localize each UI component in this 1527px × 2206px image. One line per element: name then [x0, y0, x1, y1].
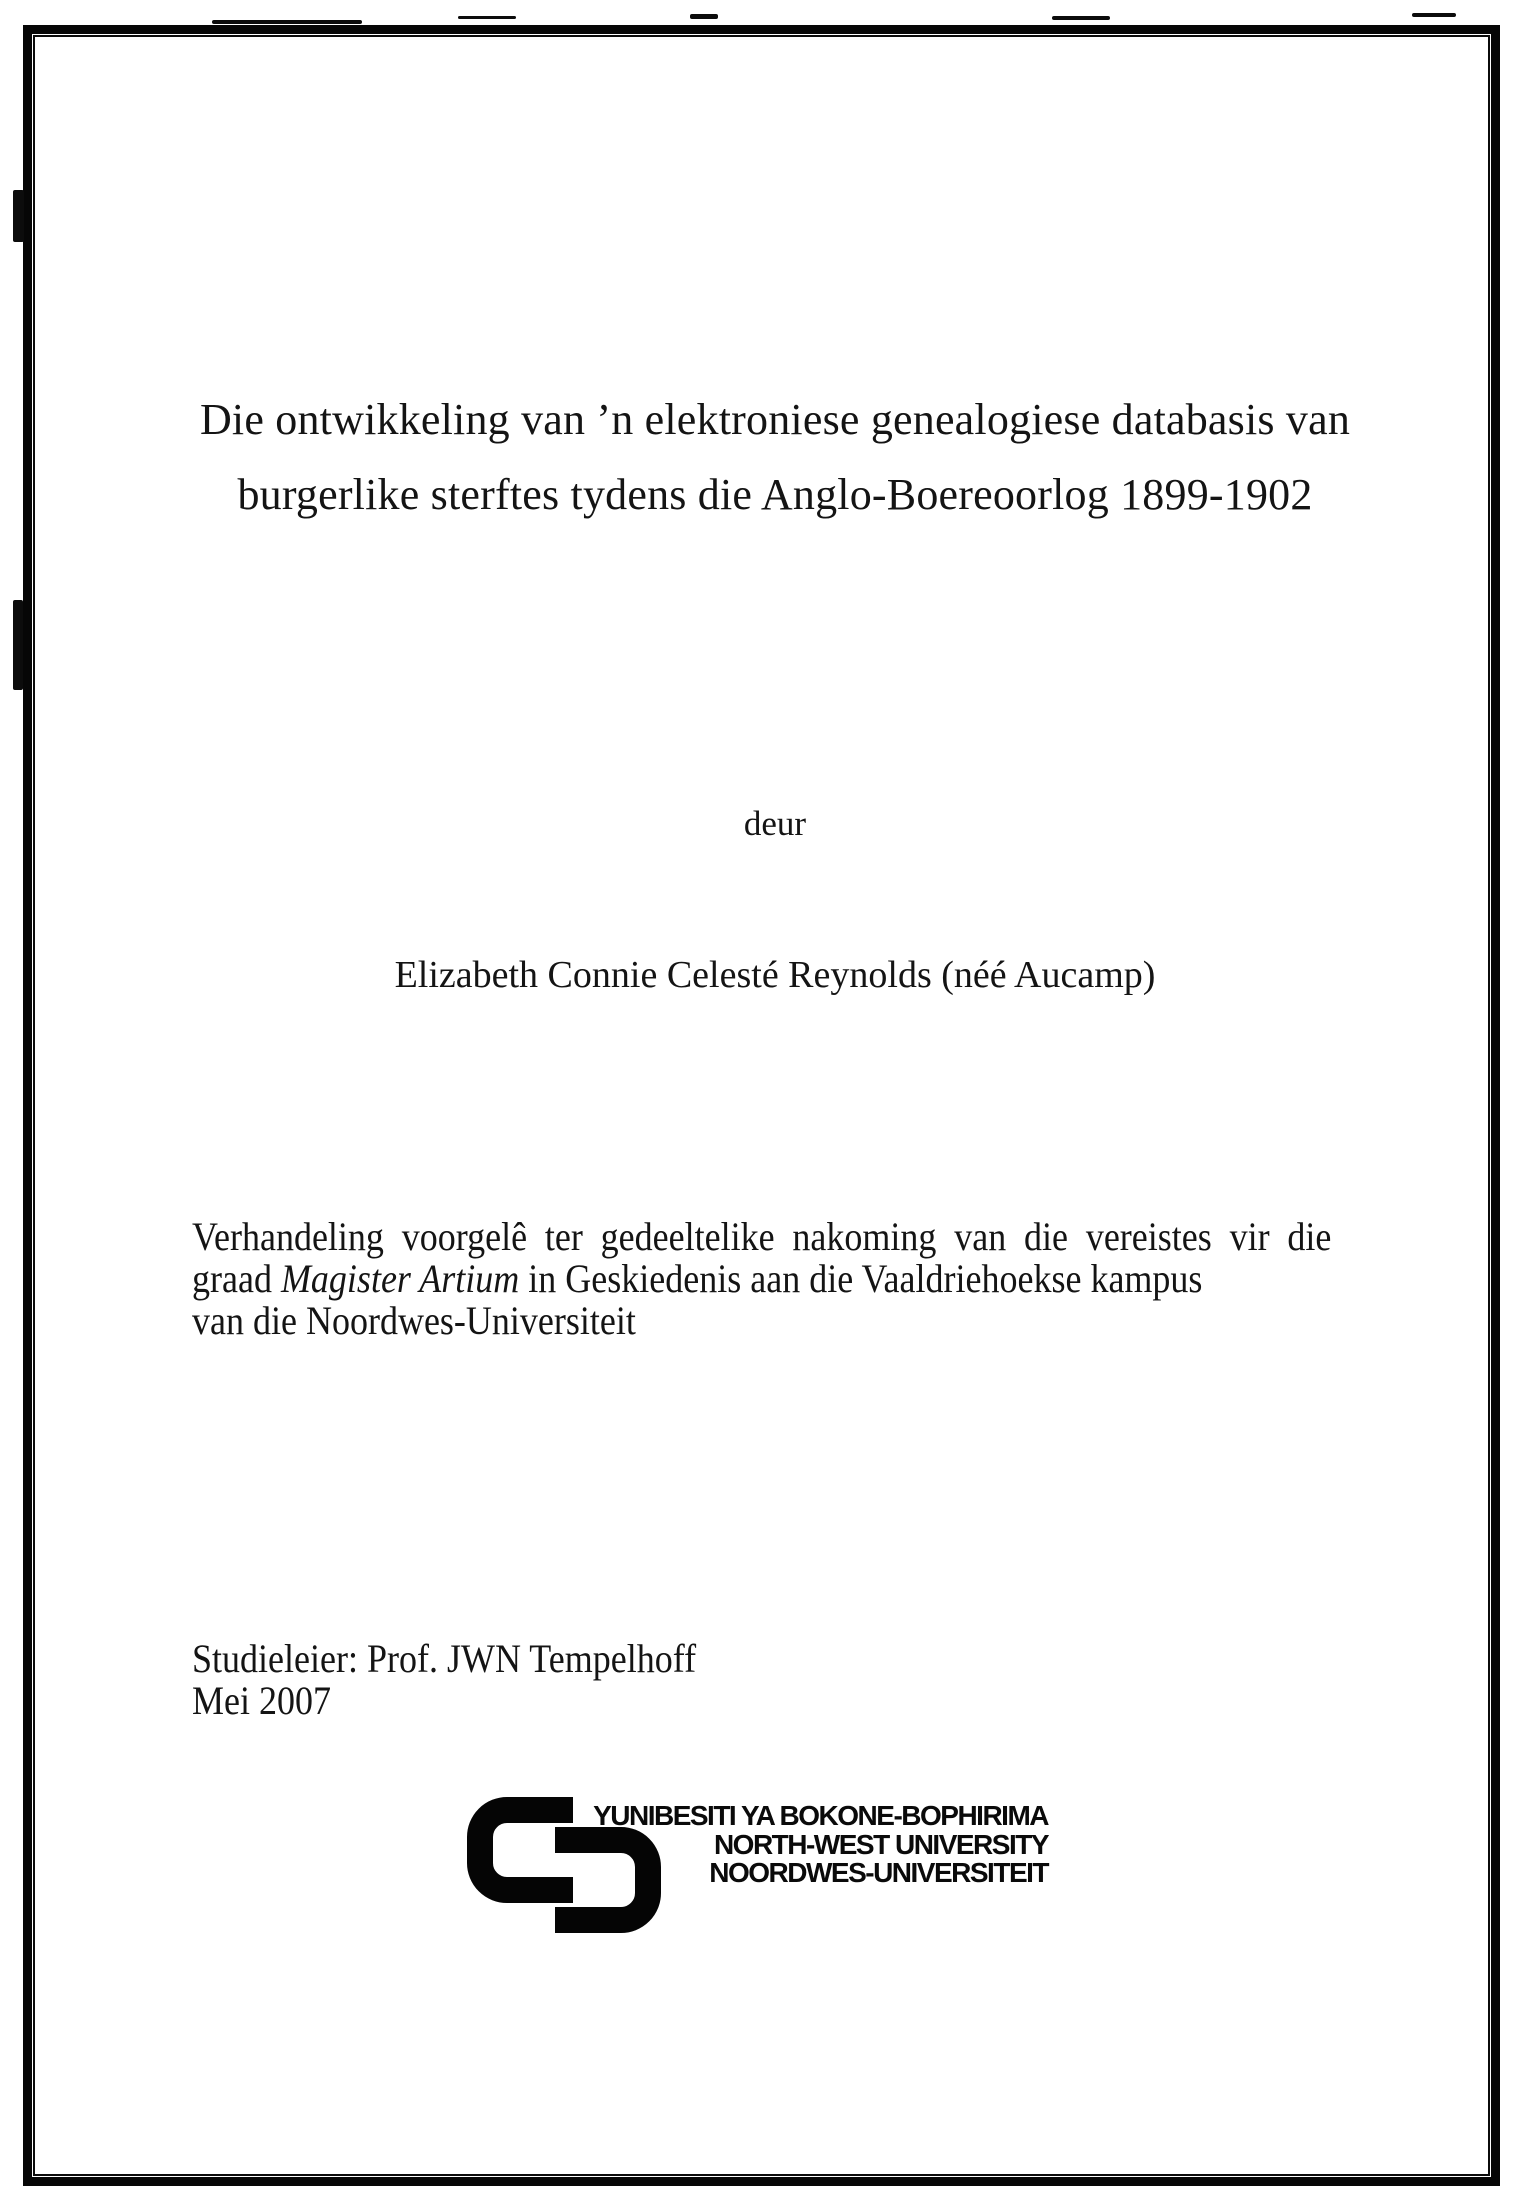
date-line: Mei 2007 — [192, 1678, 331, 1723]
scan-artifact — [212, 20, 362, 24]
university-name-english: NORTH-WEST UNIVERSITY — [713, 1828, 1048, 1860]
university-logo-text — [593, 1802, 1048, 1888]
scan-artifact — [690, 14, 718, 19]
scan-artifact — [1052, 16, 1110, 20]
degree-statement-line2 — [192, 1258, 1331, 1300]
scan-artifact — [1412, 13, 1456, 17]
thesis-title-line2: burgerlike sterftes tydens die Anglo-Boereoorlog 1899-1902 — [237, 470, 1313, 519]
thesis-title — [46, 382, 1504, 532]
university-name-afrikaans: NOORDWES-UNIVERSITEIT — [709, 1857, 1048, 1888]
degree-statement-line2-post: in Geskiedenis aan die Vaaldriehoekse kampus — [519, 1256, 1203, 1301]
degree-statement-line3: van die Noordwes-Universiteit — [192, 1298, 636, 1343]
degree-statement-line1: Verhandeling voorgelê ter gedeeltelike nakoming van die vereistes vir die — [192, 1214, 1332, 1259]
thesis-title-line1: Die ontwikkeling van ’n elektroniese genealogiese databasis van — [199, 395, 1351, 444]
byline-label: deur — [743, 804, 807, 843]
supervisor-block — [192, 1638, 1002, 1722]
author-name: Elizabeth Connie Celesté Reynolds (néé Aucamp) — [394, 954, 1156, 996]
scan-artifact — [13, 600, 23, 690]
university-name-setswana: YUNIBESITI YA BOKONE-BOPHIRIMA — [593, 1800, 1048, 1831]
degree-statement — [192, 1216, 1331, 1342]
degree-statement-line2-pre: graad — [192, 1256, 281, 1301]
scan-artifact — [458, 16, 516, 19]
supervisor-line: Studieleier: Prof. JWN Tempelhoff — [192, 1636, 697, 1681]
scan-artifact — [13, 190, 24, 242]
degree-name-italic: Magister Artium — [280, 1256, 520, 1301]
